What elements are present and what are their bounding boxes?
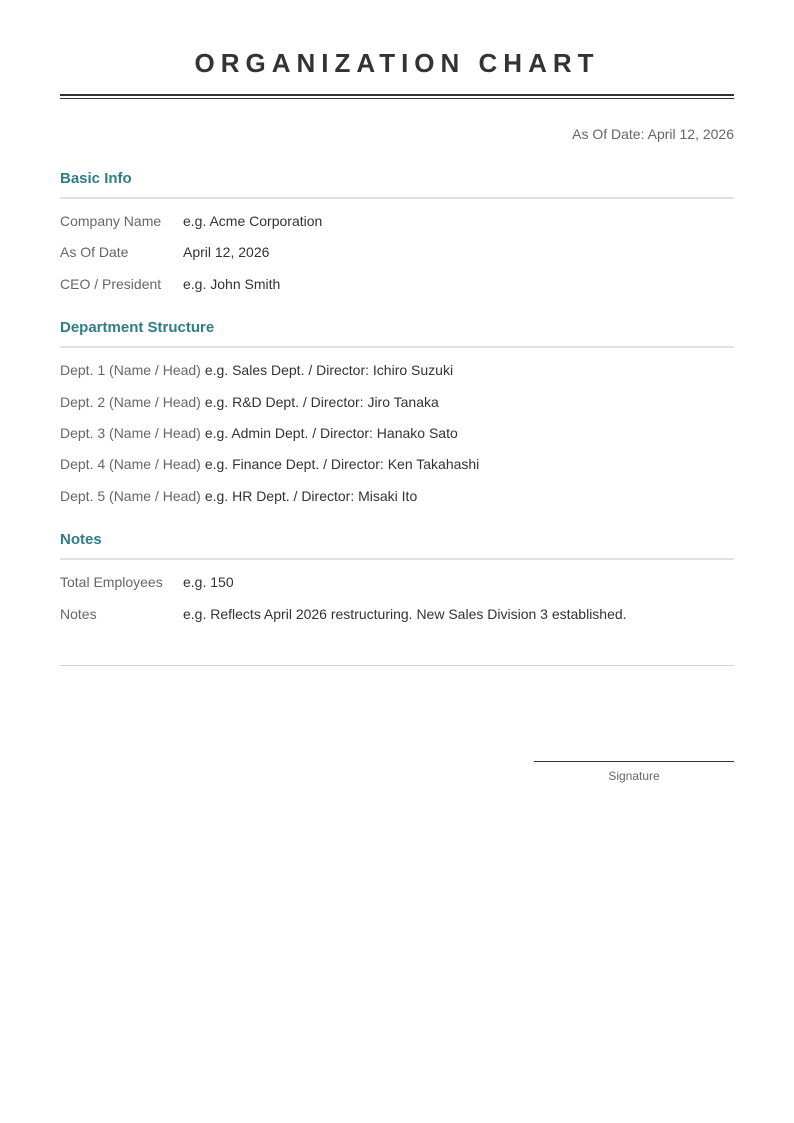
field-total-employees <box>60 572 734 592</box>
signature-line[interactable] <box>534 761 734 762</box>
section-heading-basic-info: Basic Info <box>60 169 734 199</box>
department-row-3 <box>60 423 734 443</box>
field-label: Total Employees <box>60 574 163 590</box>
field-company-name <box>60 211 734 231</box>
field-label: Notes <box>60 606 97 622</box>
field-value[interactable]: e.g. John Smith <box>183 276 281 292</box>
as-of-date-header: As Of Date: April 12, 2026 <box>572 126 734 142</box>
field-value[interactable]: April 12, 2026 <box>183 244 270 260</box>
department-value[interactable]: e.g. Finance Dept. / Director: Ken Takahashi <box>204 456 480 472</box>
field-ceo-president <box>60 274 734 294</box>
page-title: ORGANIZATION CHART <box>194 48 600 78</box>
section-heading-notes: Notes <box>60 530 734 560</box>
field-as-of-date <box>60 242 734 262</box>
department-label: Dept. 1 (Name / Head) <box>60 362 201 378</box>
department-label: Dept. 5 (Name / Head) <box>60 488 201 504</box>
section-heading-department-structure: Department Structure <box>60 318 734 348</box>
department-value[interactable]: e.g. HR Dept. / Director: Misaki Ito <box>204 488 418 504</box>
title-double-rule <box>60 94 734 99</box>
department-value[interactable]: e.g. Admin Dept. / Director: Hanako Sato <box>204 425 458 441</box>
field-value[interactable]: e.g. 150 <box>183 574 234 590</box>
field-value[interactable]: e.g. Reflects April 2026 restructuring. New Sales Division 3 established. <box>183 606 627 622</box>
department-label: Dept. 3 (Name / Head) <box>60 425 201 441</box>
department-label: Dept. 2 (Name / Head) <box>60 394 201 410</box>
department-row-5 <box>60 486 734 506</box>
department-label: Dept. 4 (Name / Head) <box>60 456 201 472</box>
footer-divider <box>60 665 734 666</box>
signature-label: Signature <box>608 769 660 783</box>
department-value[interactable]: e.g. R&D Dept. / Director: Jiro Tanaka <box>204 394 439 410</box>
field-label: CEO / President <box>60 276 162 292</box>
field-label: As Of Date <box>60 244 129 260</box>
field-label: Company Name <box>60 213 162 229</box>
department-row-2 <box>60 392 734 412</box>
field-value[interactable]: e.g. Acme Corporation <box>183 213 323 229</box>
field-notes <box>60 604 734 624</box>
department-value[interactable]: e.g. Sales Dept. / Director: Ichiro Suzuki <box>204 362 454 378</box>
department-row-1 <box>60 360 734 380</box>
signature-block <box>534 761 734 784</box>
department-row-4 <box>60 454 734 474</box>
